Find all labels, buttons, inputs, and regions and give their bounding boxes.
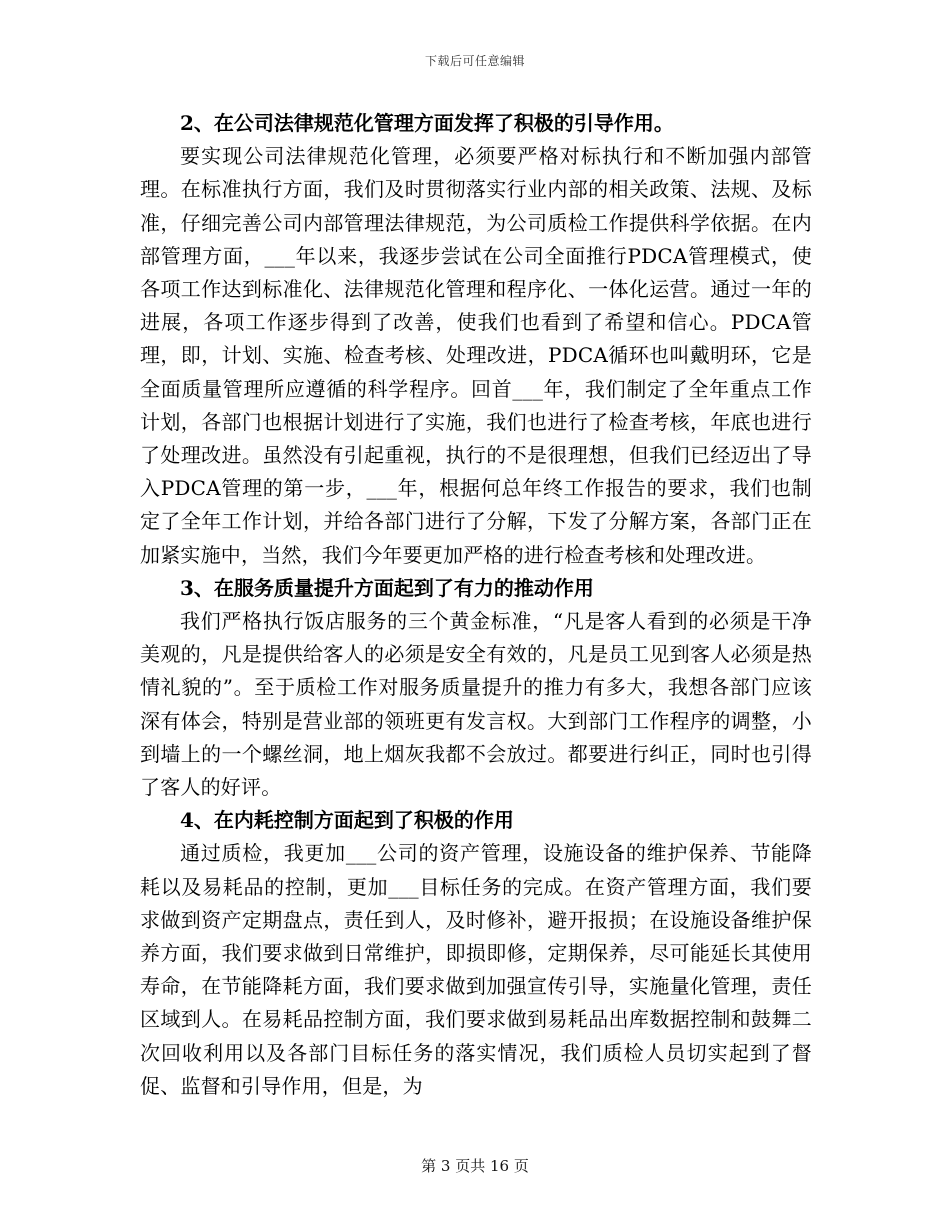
document-body [140, 107, 812, 1103]
section-heading-2: 2、在公司法律规范化管理方面发挥了积极的引导作用。 [180, 111, 674, 135]
section-body-4: 通过质检，我更加___公司的资产管理，设施设备的维护保养、节能降耗以及易耗品的控制，更加___目标任务的完成。在资产管理方面，我们要求做到资产定期盘点，责任到人，及时修补，避开报损；在设施设备维护保养方面，我们要求做到日常维护，即损即修，定期保养，尽可能延长其使用寿命，在节能降耗方面，我们要求做到加强宣传引导，实施量化管理，责任区域到人。在易耗品控制方面，我们要求做到易耗品出库数据控制和鼓舞二次回收利用以及各部门目标任务的落实情况，我们质检人员切实起到了督促、监督和引导作用，但是，为 [140, 841, 812, 1098]
section-body-2: 要实现公司法律规范化管理，必须要严格对标执行和不断加强内部管理。在标准执行方面，我们及时贯彻落实行业内部的相关政策、法规、及标准，仔细完善公司内部管理法律规范，为公司质检工作提供科学依据。在内部管理方面，___年以来，我逐步尝试在公司全面推行PDCA管理模式，使各项工作达到标准化、法律规范化管理和程序化、一体化运营。通过一年的进展，各项工作逐步得到了改善，使我们也看到了希望和信心。PDCA管理，即，计划、实施、检查考核、处理改进，PDCA循环也叫戴明环，它是全面质量管理所应遵循的科学程序。回首___年，我们制定了全年重点工作计划，各部门也根据计划进行了实施，我们也进行了检查考核，年底也进行了处理改进。虽然没有引起重视，执行的不是很理想，但我们已经迈出了导入PDCA管理的第一步，___年，根据何总年终工作报告的要求，我们也制定了全年工作计划，并给各部门进行了分解，下发了分解方案，各部门正在加紧实施中，当然，我们今年要更加严格的进行检查考核和处理改进。 [140, 144, 812, 567]
page-footer: 第 3 页共 16 页 [421, 1157, 529, 1175]
page-header: 下载后可任意编辑 [424, 54, 525, 68]
section-heading-4: 4、在内耗控制方面起到了积极的作用 [180, 808, 514, 833]
section-heading-3: 3、在服务质量提升方面起到了有力的推动作用 [180, 575, 594, 600]
section-body-3: 我们严格执行饭店服务的三个黄金标准，“凡是客人看到的必须是干净美观的，凡是提供给客人的必须是安全有效的，凡是员工见到客人必须是热情礼貌的”。至于质检工作对服务质量提升的推力有多大，我想各部门应该深有体会，特别是营业部的领班更有发言权。大到部门工作程序的调整，小到墙上的一个螺丝洞，地上烟灰我都不会放过。都要进行纠正，同时也引得了客人的好评。 [140, 609, 812, 800]
